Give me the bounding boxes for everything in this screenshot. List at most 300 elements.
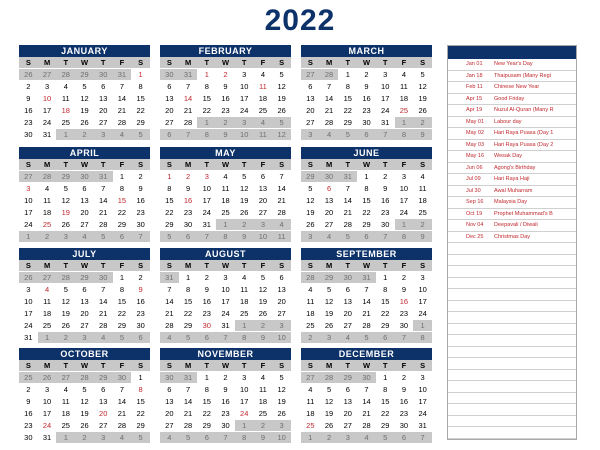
day-cell: 5	[75, 384, 94, 396]
day-cell: 11	[413, 183, 432, 195]
day-cell: 20	[160, 105, 179, 117]
weekday-label: W	[216, 260, 235, 272]
day-cell: 18	[216, 195, 235, 207]
weekday-label: F	[395, 260, 414, 272]
blank-line	[448, 381, 576, 393]
adjacent-day-cell: 7	[395, 332, 414, 344]
day-cell: 15	[197, 93, 216, 105]
day-cell: 24	[235, 408, 254, 420]
weekday-label: S	[19, 260, 38, 272]
holiday-name: Wesak Day	[494, 153, 523, 160]
day-cell: 7	[357, 384, 376, 396]
weekday-label: T	[376, 260, 395, 272]
month-name: AUGUST	[160, 248, 291, 260]
day-cell: 31	[38, 129, 57, 141]
day-cell: 18	[235, 296, 254, 308]
day-cell: 25	[38, 320, 57, 332]
day-cell: 16	[131, 195, 150, 207]
day-cell: 6	[160, 81, 179, 93]
weekday-label: W	[75, 57, 94, 69]
weekday-label: T	[94, 360, 113, 372]
day-cell: 1	[113, 272, 132, 284]
day-cell: 1	[197, 372, 216, 384]
adjacent-day-cell: 2	[413, 219, 432, 231]
day-cell: 2	[19, 384, 38, 396]
day-cell: 4	[254, 69, 273, 81]
adjacent-day-cell: 3	[301, 231, 320, 243]
weekday-label: T	[197, 260, 216, 272]
day-cell: 13	[338, 296, 357, 308]
blank-line	[448, 393, 576, 405]
day-cell: 11	[56, 93, 75, 105]
day-cell: 8	[357, 183, 376, 195]
weekday-label: S	[272, 57, 291, 69]
holiday-name: Nuzul Al-Quran (Many R	[494, 107, 554, 114]
adjacent-day-cell: 28	[320, 372, 339, 384]
adjacent-day-cell: 5	[113, 332, 132, 344]
day-cell: 18	[395, 93, 414, 105]
day-cell: 29	[179, 320, 198, 332]
weekday-label: T	[56, 360, 75, 372]
day-cell: 17	[38, 105, 57, 117]
adjacent-day-cell: 31	[179, 69, 198, 81]
day-cell: 25	[395, 105, 414, 117]
holiday-name: Hari Raya Haji	[494, 176, 530, 183]
day-cell: 13	[301, 93, 320, 105]
day-cell: 21	[338, 207, 357, 219]
day-cell: 30	[19, 129, 38, 141]
month-name: APRIL	[19, 147, 150, 159]
adjacent-day-cell: 30	[94, 272, 113, 284]
day-cell: 18	[254, 396, 273, 408]
adjacent-day-cell: 5	[376, 432, 395, 444]
holiday-row	[448, 59, 576, 71]
holiday-row	[448, 232, 576, 244]
day-cell: 3	[235, 69, 254, 81]
day-cell: 8	[160, 183, 179, 195]
adjacent-day-cell: 3	[320, 332, 339, 344]
day-cell: 1	[376, 372, 395, 384]
day-cell: 17	[413, 296, 432, 308]
day-cell: 9	[179, 183, 198, 195]
adjacent-day-cell: 30	[160, 69, 179, 81]
adjacent-day-cell: 27	[38, 272, 57, 284]
month-name: OCTOBER	[19, 348, 150, 360]
weekday-label: F	[113, 57, 132, 69]
day-cell: 20	[75, 207, 94, 219]
day-cell: 4	[301, 284, 320, 296]
day-cell: 26	[301, 219, 320, 231]
adjacent-day-cell: 1	[197, 117, 216, 129]
weekday-label: S	[160, 260, 179, 272]
holiday-name: Deepavali / Diwali	[494, 222, 538, 229]
day-cell: 13	[94, 93, 113, 105]
day-cell: 8	[131, 81, 150, 93]
weekday-label: T	[235, 57, 254, 69]
day-cell: 3	[19, 284, 38, 296]
day-cell: 11	[38, 296, 57, 308]
adjacent-day-cell: 28	[56, 272, 75, 284]
adjacent-day-cell: 11	[254, 129, 273, 141]
adjacent-day-cell: 28	[75, 372, 94, 384]
day-cell: 3	[38, 81, 57, 93]
holiday-row	[448, 197, 576, 209]
adjacent-day-cell: 28	[301, 272, 320, 284]
adjacent-day-cell: 3	[94, 432, 113, 444]
day-cell: 25	[56, 117, 75, 129]
day-cell: 24	[376, 105, 395, 117]
day-cell: 29	[160, 219, 179, 231]
month-name: JULY	[19, 248, 150, 260]
holiday-row	[448, 105, 576, 117]
day-cell: 3	[197, 171, 216, 183]
month-march	[301, 45, 432, 141]
day-cell: 24	[38, 420, 57, 432]
day-cell: 2	[131, 171, 150, 183]
weekday-label: S	[301, 360, 320, 372]
day-cell: 6	[75, 284, 94, 296]
day-cell: 19	[75, 105, 94, 117]
weekday-label: T	[376, 159, 395, 171]
day-cell: 6	[94, 384, 113, 396]
day-cell: 8	[197, 81, 216, 93]
weekday-label: S	[19, 360, 38, 372]
day-cell: 3	[413, 372, 432, 384]
weekday-label: W	[216, 159, 235, 171]
day-cell: 7	[179, 81, 198, 93]
day-cell: 10	[395, 183, 414, 195]
holiday-date: Oct 19	[466, 210, 483, 217]
weekday-label: M	[179, 260, 198, 272]
day-cell: 22	[338, 105, 357, 117]
adjacent-day-cell: 4	[160, 432, 179, 444]
holiday-date: May 01	[466, 118, 485, 125]
adjacent-day-cell: 2	[413, 117, 432, 129]
day-cell: 8	[131, 384, 150, 396]
weekday-label: M	[38, 360, 57, 372]
day-cell: 23	[197, 308, 216, 320]
day-cell: 2	[197, 272, 216, 284]
day-cell: 30	[376, 219, 395, 231]
day-cell: 29	[113, 320, 132, 332]
adjacent-day-cell: 1	[56, 432, 75, 444]
adjacent-day-cell: 28	[56, 69, 75, 81]
weekday-label: S	[301, 260, 320, 272]
day-cell: 7	[320, 81, 339, 93]
holiday-name: Prophet Muhammad's B	[494, 210, 553, 217]
weekday-label: S	[160, 360, 179, 372]
day-cell: 21	[94, 308, 113, 320]
day-cell: 26	[413, 105, 432, 117]
adjacent-day-cell: 2	[75, 129, 94, 141]
day-cell: 22	[113, 207, 132, 219]
day-cell: 12	[320, 396, 339, 408]
day-cell: 16	[197, 296, 216, 308]
month-grid	[301, 360, 432, 444]
day-cell: 28	[94, 320, 113, 332]
day-cell: 24	[413, 408, 432, 420]
day-cell: 19	[320, 308, 339, 320]
adjacent-day-cell: 6	[197, 332, 216, 344]
weekday-label: S	[413, 159, 432, 171]
adjacent-day-cell: 7	[216, 332, 235, 344]
day-cell: 14	[320, 93, 339, 105]
day-cell: 8	[338, 81, 357, 93]
day-cell: 9	[216, 81, 235, 93]
day-cell: 23	[19, 420, 38, 432]
adjacent-day-cell: 3	[301, 129, 320, 141]
adjacent-day-cell: 1	[19, 231, 38, 243]
day-cell: 28	[94, 219, 113, 231]
day-cell: 18	[56, 105, 75, 117]
day-cell: 16	[19, 408, 38, 420]
day-cell: 30	[179, 219, 198, 231]
day-cell: 11	[395, 81, 414, 93]
adjacent-day-cell: 9	[413, 231, 432, 243]
adjacent-day-cell: 1	[301, 432, 320, 444]
day-cell: 6	[75, 183, 94, 195]
weekday-label: M	[320, 260, 339, 272]
day-cell: 3	[38, 384, 57, 396]
weekday-label: F	[254, 57, 273, 69]
day-cell: 10	[235, 81, 254, 93]
day-cell: 3	[19, 183, 38, 195]
adjacent-day-cell: 6	[357, 129, 376, 141]
weekday-label: T	[235, 159, 254, 171]
month-grid	[19, 159, 150, 243]
day-cell: 15	[131, 396, 150, 408]
day-cell: 13	[94, 396, 113, 408]
weekday-label: S	[301, 159, 320, 171]
weekday-label: M	[38, 159, 57, 171]
day-cell: 19	[56, 207, 75, 219]
day-cell: 15	[113, 296, 132, 308]
weekday-label: S	[272, 159, 291, 171]
day-cell: 19	[75, 408, 94, 420]
day-cell: 31	[19, 332, 38, 344]
day-cell: 11	[301, 396, 320, 408]
day-cell: 20	[338, 308, 357, 320]
holiday-date: Feb 11	[466, 84, 483, 91]
day-cell: 18	[301, 308, 320, 320]
day-cell: 20	[301, 105, 320, 117]
adjacent-day-cell: 8	[395, 231, 414, 243]
day-cell: 22	[179, 308, 198, 320]
day-cell: 17	[413, 396, 432, 408]
adjacent-day-cell: 7	[413, 432, 432, 444]
day-cell: 13	[338, 396, 357, 408]
adjacent-day-cell: 1	[38, 332, 57, 344]
weekday-label: S	[413, 260, 432, 272]
day-cell: 20	[338, 408, 357, 420]
day-cell: 8	[179, 284, 198, 296]
holiday-row	[448, 209, 576, 221]
adjacent-day-cell: 31	[94, 171, 113, 183]
day-cell: 16	[216, 93, 235, 105]
weekday-label: S	[131, 57, 150, 69]
day-cell: 1	[357, 171, 376, 183]
adjacent-day-cell: 12	[272, 129, 291, 141]
day-cell: 21	[357, 308, 376, 320]
day-cell: 25	[413, 207, 432, 219]
day-cell: 2	[216, 69, 235, 81]
adjacent-day-cell: 1	[56, 129, 75, 141]
holiday-name: Good Friday	[494, 95, 525, 102]
adjacent-day-cell: 28	[38, 171, 57, 183]
adjacent-day-cell: 2	[301, 332, 320, 344]
weekday-label: S	[131, 360, 150, 372]
day-cell: 15	[131, 93, 150, 105]
day-cell: 16	[395, 396, 414, 408]
blank-line	[448, 416, 576, 428]
day-cell: 22	[197, 105, 216, 117]
adjacent-day-cell: 5	[338, 129, 357, 141]
day-cell: 13	[272, 284, 291, 296]
day-cell: 7	[272, 171, 291, 183]
holiday-date: Jan 01	[466, 61, 483, 68]
adjacent-day-cell: 4	[320, 231, 339, 243]
holiday-name: Agong's Birthday	[494, 164, 536, 171]
holiday-date: May 03	[466, 141, 485, 148]
adjacent-day-cell: 30	[113, 372, 132, 384]
day-cell: 22	[113, 308, 132, 320]
day-cell: 4	[235, 272, 254, 284]
day-cell: 8	[113, 284, 132, 296]
day-cell: 21	[160, 308, 179, 320]
day-cell: 19	[235, 195, 254, 207]
weekday-label: F	[254, 360, 273, 372]
day-cell: 15	[113, 195, 132, 207]
adjacent-day-cell: 27	[19, 171, 38, 183]
day-cell: 14	[94, 296, 113, 308]
weekday-label: S	[272, 260, 291, 272]
day-cell: 25	[38, 219, 57, 231]
day-cell: 22	[357, 207, 376, 219]
day-cell: 16	[395, 296, 414, 308]
holiday-date: Jul 30	[466, 187, 481, 194]
day-cell: 16	[357, 93, 376, 105]
day-cell: 21	[113, 105, 132, 117]
day-cell: 2	[179, 171, 198, 183]
day-cell: 4	[56, 384, 75, 396]
blank-line	[448, 266, 576, 278]
weekday-label: W	[216, 360, 235, 372]
month-name: SEPTEMBER	[301, 248, 432, 260]
day-cell: 13	[75, 195, 94, 207]
adjacent-day-cell: 30	[357, 372, 376, 384]
adjacent-day-cell: 7	[179, 129, 198, 141]
adjacent-day-cell: 3	[94, 129, 113, 141]
adjacent-day-cell: 6	[131, 332, 150, 344]
month-name: FEBRUARY	[160, 45, 291, 57]
day-cell: 5	[75, 81, 94, 93]
day-cell: 29	[197, 420, 216, 432]
weekday-label: F	[395, 360, 414, 372]
weekday-label: T	[94, 159, 113, 171]
day-cell: 5	[320, 284, 339, 296]
day-cell: 18	[254, 93, 273, 105]
adjacent-day-cell: 4	[94, 332, 113, 344]
day-cell: 25	[216, 207, 235, 219]
day-cell: 29	[113, 219, 132, 231]
day-cell: 22	[131, 105, 150, 117]
adjacent-day-cell: 27	[301, 69, 320, 81]
holiday-row	[448, 140, 576, 152]
day-cell: 11	[254, 384, 273, 396]
adjacent-day-cell: 8	[413, 332, 432, 344]
day-cell: 8	[376, 384, 395, 396]
adjacent-day-cell: 7	[131, 231, 150, 243]
adjacent-day-cell: 4	[113, 129, 132, 141]
adjacent-day-cell: 31	[179, 372, 198, 384]
adjacent-day-cell: 4	[272, 219, 291, 231]
holiday-name: Malaysia Day	[494, 199, 528, 206]
holiday-row	[448, 186, 576, 198]
adjacent-day-cell: 3	[235, 117, 254, 129]
adjacent-day-cell: 26	[19, 69, 38, 81]
month-name: JUNE	[301, 147, 432, 159]
month-july	[19, 248, 150, 344]
day-cell: 4	[301, 384, 320, 396]
adjacent-day-cell: 30	[160, 372, 179, 384]
blank-line	[448, 427, 576, 439]
holidays-panel	[447, 45, 577, 440]
weekday-label: M	[38, 260, 57, 272]
weekday-label: S	[19, 159, 38, 171]
adjacent-day-cell: 2	[320, 432, 339, 444]
day-cell: 2	[395, 272, 414, 284]
adjacent-day-cell: 5	[357, 332, 376, 344]
adjacent-day-cell: 2	[254, 320, 273, 332]
day-cell: 23	[19, 117, 38, 129]
month-grid	[301, 159, 432, 243]
day-cell: 20	[94, 408, 113, 420]
day-cell: 4	[38, 183, 57, 195]
day-cell: 27	[94, 117, 113, 129]
adjacent-day-cell: 3	[75, 332, 94, 344]
adjacent-day-cell: 3	[338, 432, 357, 444]
month-grid	[160, 360, 291, 444]
day-cell: 6	[338, 384, 357, 396]
adjacent-day-cell: 6	[376, 332, 395, 344]
adjacent-day-cell: 31	[160, 272, 179, 284]
adjacent-day-cell: 7	[216, 432, 235, 444]
day-cell: 4	[395, 69, 414, 81]
day-cell: 24	[413, 308, 432, 320]
day-cell: 5	[320, 384, 339, 396]
day-cell: 15	[160, 195, 179, 207]
weekday-label: S	[160, 159, 179, 171]
day-cell: 14	[179, 396, 198, 408]
day-cell: 28	[179, 420, 198, 432]
adjacent-day-cell: 27	[56, 372, 75, 384]
adjacent-day-cell: 10	[254, 231, 273, 243]
day-cell: 13	[160, 93, 179, 105]
day-cell: 8	[113, 183, 132, 195]
holiday-row	[448, 151, 576, 163]
day-cell: 5	[254, 272, 273, 284]
day-cell: 28	[357, 420, 376, 432]
day-cell: 29	[376, 420, 395, 432]
month-grid	[19, 260, 150, 344]
holiday-name: Thaipusam (Many Regi	[494, 72, 551, 79]
day-cell: 1	[131, 69, 150, 81]
day-cell: 10	[19, 296, 38, 308]
day-cell: 6	[160, 384, 179, 396]
adjacent-day-cell: 5	[131, 129, 150, 141]
adjacent-day-cell: 29	[301, 171, 320, 183]
day-cell: 2	[376, 171, 395, 183]
